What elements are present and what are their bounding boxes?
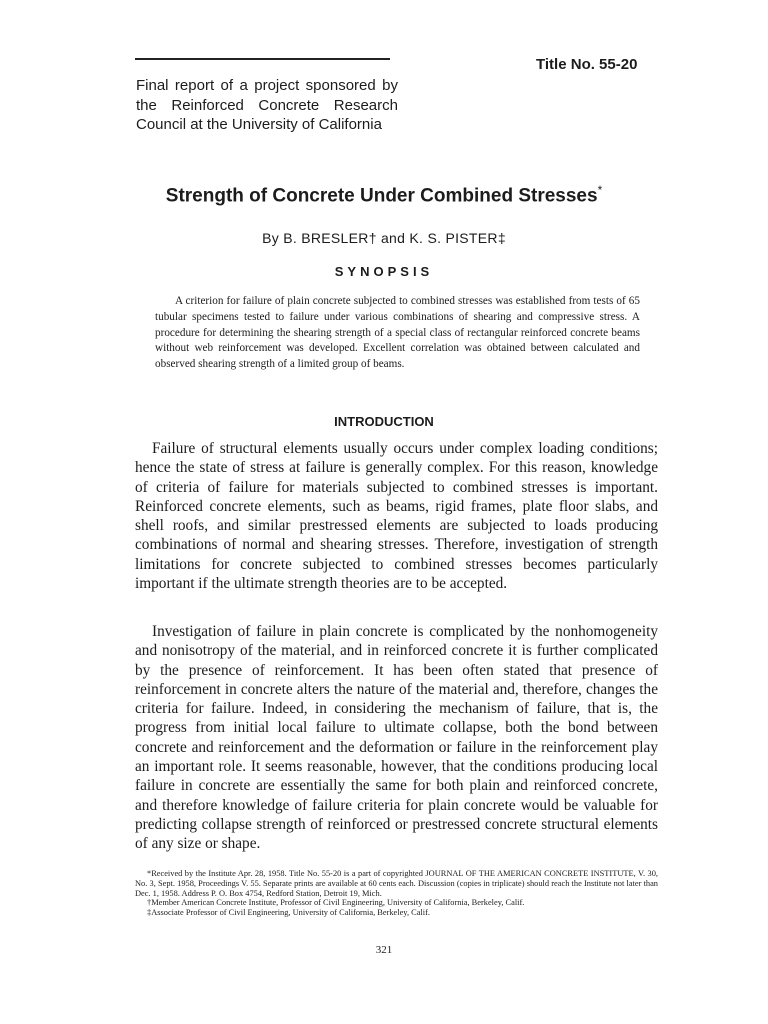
synopsis-text: A criterion for failure of plain concrete subjected to combined stresses was established from tests of 65 tubular specimens tested to failure under various combinations of shearing and compressive stress. A procedure for determining the shearing strength of a special class of rectangular reinforced concrete beams without web reinforcement was developed. Excellent correlation was obtained between calculated and observed shearing strength of a limited group of beams.: [155, 295, 640, 371]
introduction-paragraph: Failure of structural elements usually occurs under complex loading conditions; hence the state of stress at failure is generally complex. For this reason, knowledge of criteria of failure for materials subjected to combined stresses is important. Reinforced concrete elements, such as beams, rigid frames, plate floor slabs, and shell roofs, and similar prestressed elements are subjected to loads producing combinations of normal and shearing stresses. Therefore, investigation of strength limitations for concrete subjected to combined stresses becomes particularly important if the ultimate strength theories are to be accepted.: [135, 440, 658, 593]
footnotes: [135, 869, 658, 918]
introduction-heading: INTRODUCTION: [334, 414, 434, 429]
header-rule: [135, 58, 390, 60]
sponsor-note: Final report of a project sponsored by the Reinforced Concrete Research Council at the University of California: [136, 77, 398, 133]
title-footnote-mark: *: [597, 183, 603, 197]
title-number: Title No. 55-20: [536, 56, 638, 73]
article-title: [0, 183, 768, 207]
article-title-text: Strength of Concrete Under Combined Stresses: [165, 185, 598, 207]
synopsis-heading: SYNOPSIS: [334, 264, 434, 279]
introduction-paragraph: Investigation of failure in plain concrete is complicated by the nonhomogeneity and nonisotropy of the material, and in reinforced concrete it is further complicated by the presence of reinforcement. It has been often stated that presence of reinforcement in concrete alters the nature of the material and, therefore, changes the criteria for failure. Indeed, in considering the mechanism of failure, that is, the progress from initial local failure to ultimate collapse, both the bond between concrete and reinforcement and the deformation or failure in the reinforcement play an important role. It seems reasonable, however, that the conditions producing local failure in concrete are essentially the same for both plain and reinforced concrete, and therefore knowledge of failure criteria for plain concrete would be valuable for predicting collapse strength of reinforced or prestressed concrete structural elements of any size or shape.: [135, 623, 658, 853]
article-authors: By B. BRESLER† and K. S. PISTER‡: [262, 230, 506, 246]
page-number: 321: [375, 944, 393, 956]
footnote-author-2: ‡Associate Professor of Civil Engineering, University of California, Berkeley, Calif.: [147, 908, 430, 918]
footnote-author-1: †Member American Concrete Institute, Professor of Civil Engineering, University of California, Berkeley, Calif.: [147, 898, 525, 908]
footnote-received: *Received by the Institute Apr. 28, 1958. Title No. 55-20 is a part of copyrighted JOURNAL OF THE AMERICAN CONCRETE INSTITUTE, V. 30, No. 3, Sept. 1958, Proceedings V. 55. Separate prints are available at 60 cents each. Discussion (copies in triplicate) should reach the Institute not later than Dec. 1, 1958. Address P. O. Box 4754, Redford Station, Detroit 19, Mich.: [135, 869, 658, 898]
